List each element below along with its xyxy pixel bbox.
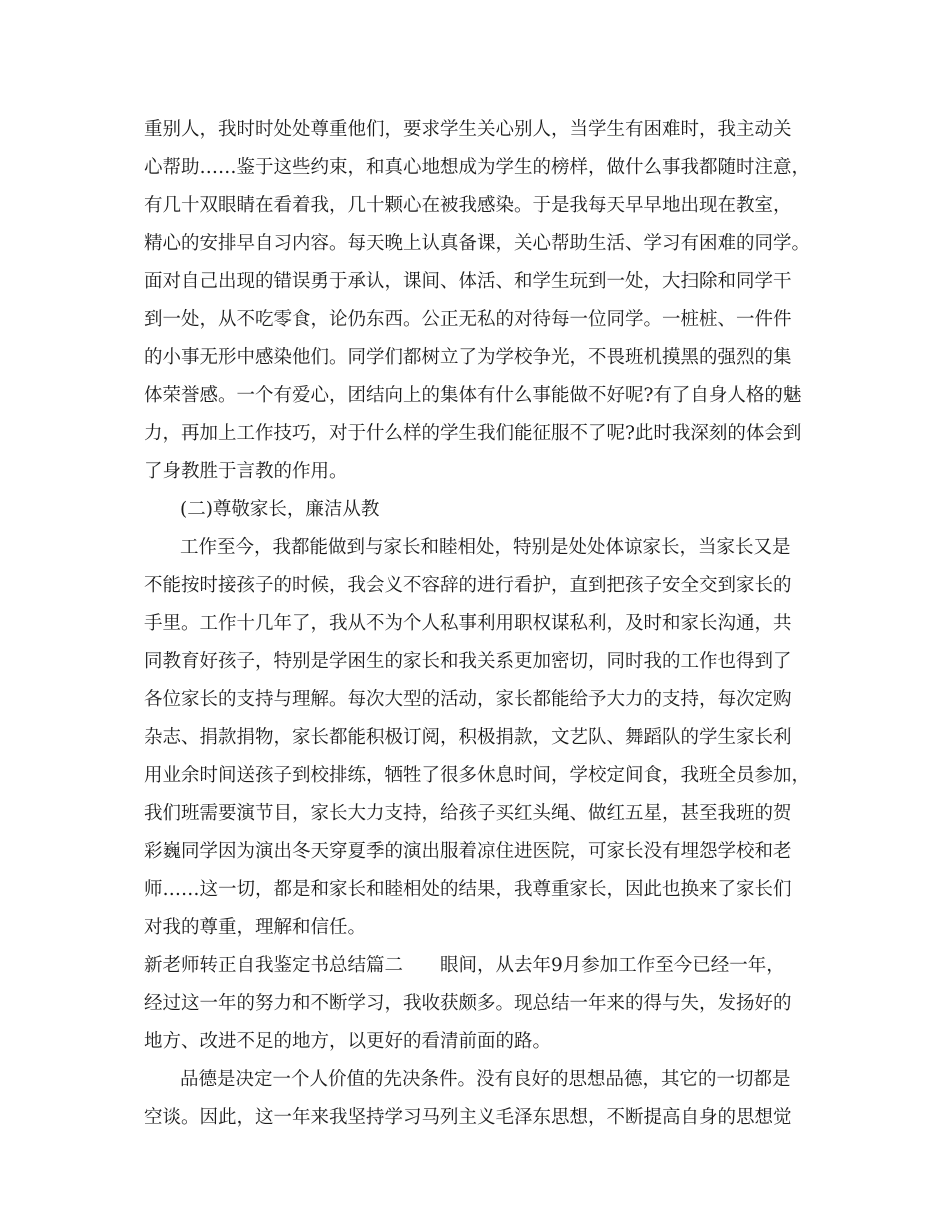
text-line: 空谈。因此，这一年来我坚持学习马列主义毛泽东思想，不断提高自身的思想觉 [144,1107,792,1128]
text-line: 重别人，我时时处处尊重他们，要求学生关心别人，当学生有困难时，我主动关 [144,119,792,140]
text-line: 体荣誉感。一个有爱心，团结向上的集体有什么事能做不好呢?有了自身人格的魅 [144,385,802,406]
article-title-line: 新老师转正自我鉴定书总结篇二 眼间，从去年9月参加工作至今已经一年， [144,955,785,976]
text-line: 不能按时接孩子的时候，我会义不容辞的进行看护，直到把孩子安全交到家长的 [144,575,792,596]
text-line: 经过这一年的努力和不断学习，我收获颇多。现总结一年来的得与失，发扬好的 [144,993,792,1014]
text-line: 工作至今，我都能做到与家长和睦相处，特别是处处体谅家长，当家长又是 [180,537,791,558]
text-line: 对我的尊重，理解和信任。 [144,917,367,938]
text-line: 手里。工作十几年了，我从不为个人私事利用职权谋私利，及时和家长沟通，共 [144,613,792,634]
text-line: 彩巍同学因为演出冬天穿夏季的演出服着凉住进医院，可家长没有埋怨学校和老 [144,841,792,862]
text-line: 的小事无形中感染他们。同学们都树立了为学校争光，不畏班机摸黑的强烈的集 [144,347,792,368]
text-line: 精心的安排早自习内容。每天晚上认真备课，关心帮助生活、学习有困难的同学。 [144,233,811,254]
text-line: 力，再加上工作技巧，对于什么样的学生我们能征服不了呢?此时我深刻的体会到 [144,423,802,444]
text-line: 各位家长的支持与理解。每次大型的活动，家长都能给予大力的支持，每次定购 [144,689,792,710]
text-line: 到一处，从不吃零食，论仍东西。公正无私的对待每一位同学。一桩桩、一件件 [144,309,792,330]
text-line: 师……这一切，都是和家长和睦相处的结果，我尊重家长，因此也换来了家长们 [144,879,792,900]
text-line: 品德是决定一个人价值的先决条件。没有良好的思想品德，其它的一切都是 [180,1069,791,1090]
text-line: 了身教胜于言教的作用。 [144,461,348,482]
text-line: 面对自己出现的错误勇于承认，课间、体活、和学生玩到一处，大扫除和同学干 [144,271,792,292]
text-line: 心帮助……鉴于这些约束，和真心地想成为学生的榜样，做什么事我都随时注意， [144,157,811,178]
text-line: 同教育好孩子，特别是学困生的家长和我关系更加密切，同时我的工作也得到了 [144,651,792,672]
text-line: 有几十双眼睛在看着我，几十颗心在被我感染。于是我每天早早地出现在教室， [144,195,792,216]
text-line: 我们班需要演节目，家长大力支持，给孩子买红头绳、做红五星，甚至我班的贺 [144,803,792,824]
text-line: 地方、改进不足的地方，以更好的看清前面的路。 [144,1031,552,1052]
section-heading: (二)尊敬家长，廉洁从教 [180,499,380,520]
text-line: 杂志、捐款捐物，家长都能积极订阅，积极捐款，文艺队、舞蹈队的学生家长利 [144,727,792,748]
text-line: 用业余时间送孩子到校排练，牺牲了很多休息时间，学校定间食，我班全员参加， [144,765,811,786]
